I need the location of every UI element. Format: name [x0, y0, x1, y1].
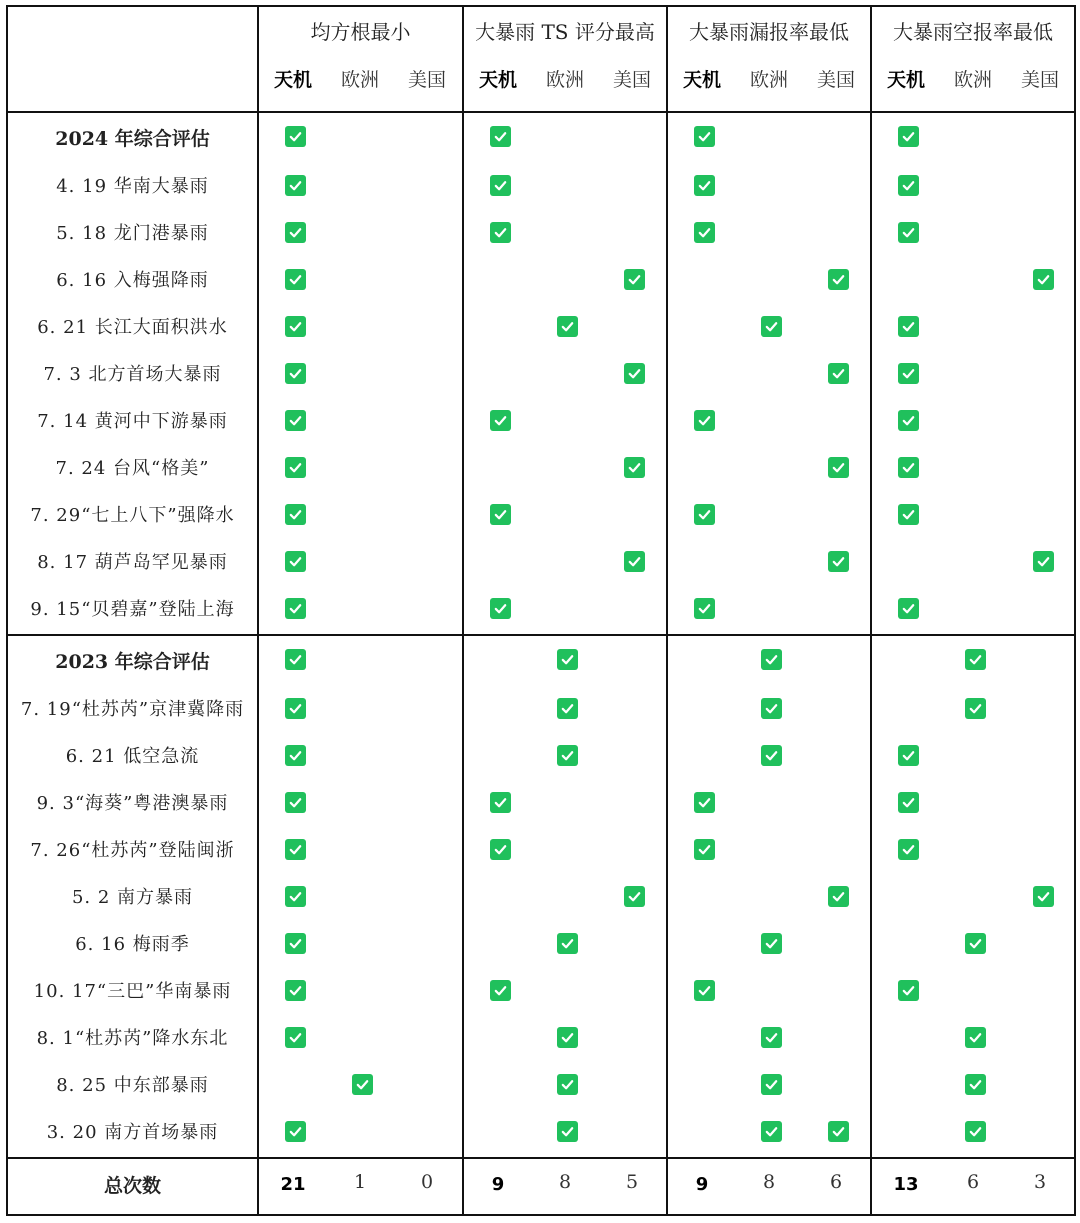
total-value-tianji: 9	[695, 1173, 709, 1195]
row-label: 6. 21 长江大面积洪水	[37, 317, 228, 338]
check-box-icon	[557, 1074, 578, 1095]
check-box-icon	[352, 1074, 373, 1095]
table-border-top	[6, 5, 1076, 7]
check-box-icon	[694, 126, 715, 147]
check-box-icon	[694, 792, 715, 813]
check-box-icon	[557, 1121, 578, 1142]
check-box-icon	[624, 886, 645, 907]
row-label: 9. 3“海葵”粤港澳暴雨	[36, 793, 229, 814]
check-box-icon	[828, 551, 849, 572]
check-box-icon	[898, 839, 919, 860]
check-box-icon	[898, 126, 919, 147]
check-box-icon	[285, 980, 306, 1001]
check-box-icon	[694, 175, 715, 196]
check-box-icon	[1033, 551, 1054, 572]
total-value-europe: 8	[762, 1171, 776, 1193]
column-divider	[462, 5, 464, 1216]
model-header-europe: 欧洲	[953, 68, 992, 91]
check-box-icon	[490, 175, 511, 196]
row-label: 8. 25 中东部暴雨	[56, 1075, 209, 1096]
check-box-icon	[965, 1121, 986, 1142]
check-box-icon	[557, 933, 578, 954]
check-box-icon	[898, 316, 919, 337]
check-box-icon	[285, 269, 306, 290]
check-box-icon	[761, 316, 782, 337]
model-header-tianji: 天机	[886, 68, 925, 91]
row-label: 7. 19“杜苏芮”京津冀降雨	[20, 699, 245, 720]
check-box-icon	[1033, 269, 1054, 290]
check-box-icon	[285, 745, 306, 766]
model-header-tianji: 天机	[682, 68, 721, 91]
check-box-icon	[285, 126, 306, 147]
check-box-icon	[624, 457, 645, 478]
total-value-usa: 5	[625, 1171, 639, 1193]
row-label: 9. 15“贝碧嘉”登陆上海	[30, 599, 235, 620]
row-label: 6. 16 入梅强降雨	[56, 270, 209, 291]
check-box-icon	[557, 698, 578, 719]
check-box-icon	[490, 504, 511, 525]
check-box-icon	[694, 598, 715, 619]
total-value-europe: 8	[558, 1171, 572, 1193]
total-value-usa: 6	[829, 1171, 843, 1193]
check-box-icon	[285, 551, 306, 572]
check-box-icon	[898, 410, 919, 431]
row-label: 5. 2 南方暴雨	[71, 887, 194, 908]
group-header-false-alarm: 大暴雨空报率最低	[893, 19, 1053, 44]
row-label: 7. 3 北方首场大暴雨	[43, 364, 222, 385]
total-value-europe: 6	[966, 1171, 980, 1193]
check-box-icon	[761, 649, 782, 670]
check-box-icon	[898, 175, 919, 196]
total-value-tianji: 21	[280, 1173, 306, 1195]
row-label: 4. 19 华南大暴雨	[56, 176, 209, 197]
check-box-icon	[694, 222, 715, 243]
row-label: 8. 17 葫芦岛罕见暴雨	[37, 552, 228, 573]
check-box-icon	[965, 933, 986, 954]
row-label: 6. 16 梅雨季	[75, 934, 190, 955]
check-box-icon	[285, 316, 306, 337]
check-box-icon	[898, 457, 919, 478]
row-label: 3. 20 南方首场暴雨	[46, 1122, 219, 1143]
check-box-icon	[898, 792, 919, 813]
row-label: 7. 26“杜苏芮”登陆闽浙	[30, 840, 235, 861]
row-label: 7. 14 黄河中下游暴雨	[37, 411, 228, 432]
check-box-icon	[285, 649, 306, 670]
group-header-miss-rate: 大暴雨漏报率最低	[689, 19, 849, 44]
check-box-icon	[898, 222, 919, 243]
model-header-usa: 美国	[407, 68, 446, 91]
table-border-right	[1074, 5, 1076, 1216]
check-box-icon	[490, 126, 511, 147]
check-box-icon	[965, 649, 986, 670]
check-box-icon	[898, 504, 919, 525]
check-box-icon	[285, 598, 306, 619]
check-box-icon	[761, 698, 782, 719]
column-divider	[666, 5, 668, 1216]
check-box-icon	[557, 649, 578, 670]
row-label: 2024 年综合评估	[55, 127, 210, 150]
check-box-icon	[1033, 886, 1054, 907]
totals-label: 总次数	[103, 1174, 161, 1197]
column-divider	[870, 5, 872, 1216]
group-header-rmse: 均方根最小	[310, 19, 411, 44]
check-box-icon	[828, 363, 849, 384]
check-box-icon	[285, 886, 306, 907]
row-label: 8. 1“杜苏芮”降水东北	[36, 1028, 229, 1049]
row-label: 6. 21 低空急流	[65, 746, 200, 767]
check-box-icon	[624, 269, 645, 290]
header-divider	[6, 111, 1076, 113]
check-box-icon	[828, 457, 849, 478]
group-header-ts-score: 大暴雨 TS 评分最高	[475, 19, 655, 44]
check-box-icon	[898, 980, 919, 1001]
check-box-icon	[898, 363, 919, 384]
model-header-europe: 欧洲	[340, 68, 379, 91]
check-box-icon	[490, 598, 511, 619]
row-label: 5. 18 龙门港暴雨	[56, 223, 209, 244]
model-header-europe: 欧洲	[545, 68, 584, 91]
check-box-icon	[490, 410, 511, 431]
total-value-usa: 0	[420, 1171, 434, 1193]
check-box-icon	[761, 1027, 782, 1048]
check-box-icon	[898, 598, 919, 619]
check-box-icon	[828, 886, 849, 907]
check-box-icon	[694, 839, 715, 860]
check-box-icon	[965, 698, 986, 719]
section-divider	[6, 634, 1076, 636]
check-box-icon	[761, 1121, 782, 1142]
check-box-icon	[285, 792, 306, 813]
check-box-icon	[285, 698, 306, 719]
model-header-usa: 美国	[816, 68, 855, 91]
total-value-usa: 3	[1033, 1171, 1047, 1193]
check-box-icon	[557, 745, 578, 766]
check-box-icon	[285, 363, 306, 384]
row-label: 2023 年综合评估	[55, 650, 210, 673]
check-box-icon	[285, 222, 306, 243]
check-box-icon	[761, 1074, 782, 1095]
check-box-icon	[694, 504, 715, 525]
model-header-usa: 美国	[612, 68, 651, 91]
table-border-bottom	[6, 1214, 1076, 1216]
model-header-europe: 欧洲	[749, 68, 788, 91]
row-label: 7. 29“七上八下”强降水	[30, 505, 235, 526]
check-box-icon	[490, 222, 511, 243]
check-box-icon	[490, 839, 511, 860]
totals-divider	[6, 1157, 1076, 1159]
row-label: 10. 17“三巴”华南暴雨	[33, 981, 232, 1002]
check-box-icon	[694, 410, 715, 431]
check-box-icon	[898, 745, 919, 766]
check-box-icon	[285, 175, 306, 196]
check-box-icon	[828, 1121, 849, 1142]
check-box-icon	[624, 551, 645, 572]
total-value-europe: 1	[353, 1171, 367, 1193]
model-header-usa: 美国	[1020, 68, 1059, 91]
check-box-icon	[965, 1074, 986, 1095]
check-box-icon	[285, 839, 306, 860]
check-box-icon	[490, 792, 511, 813]
check-box-icon	[285, 1027, 306, 1048]
check-box-icon	[285, 933, 306, 954]
check-box-icon	[285, 1121, 306, 1142]
model-header-tianji: 天机	[478, 68, 517, 91]
check-box-icon	[828, 269, 849, 290]
row-label: 7. 24 台风“格美”	[55, 458, 210, 479]
check-box-icon	[285, 504, 306, 525]
check-box-icon	[557, 1027, 578, 1048]
check-box-icon	[965, 1027, 986, 1048]
column-divider	[257, 5, 259, 1216]
total-value-tianji: 9	[491, 1173, 505, 1195]
check-box-icon	[761, 933, 782, 954]
check-box-icon	[557, 316, 578, 337]
check-box-icon	[490, 980, 511, 1001]
model-header-tianji: 天机	[273, 68, 312, 91]
check-box-icon	[285, 410, 306, 431]
check-box-icon	[694, 980, 715, 1001]
total-value-tianji: 13	[893, 1173, 919, 1195]
check-box-icon	[624, 363, 645, 384]
check-box-icon	[761, 745, 782, 766]
check-box-icon	[285, 457, 306, 478]
